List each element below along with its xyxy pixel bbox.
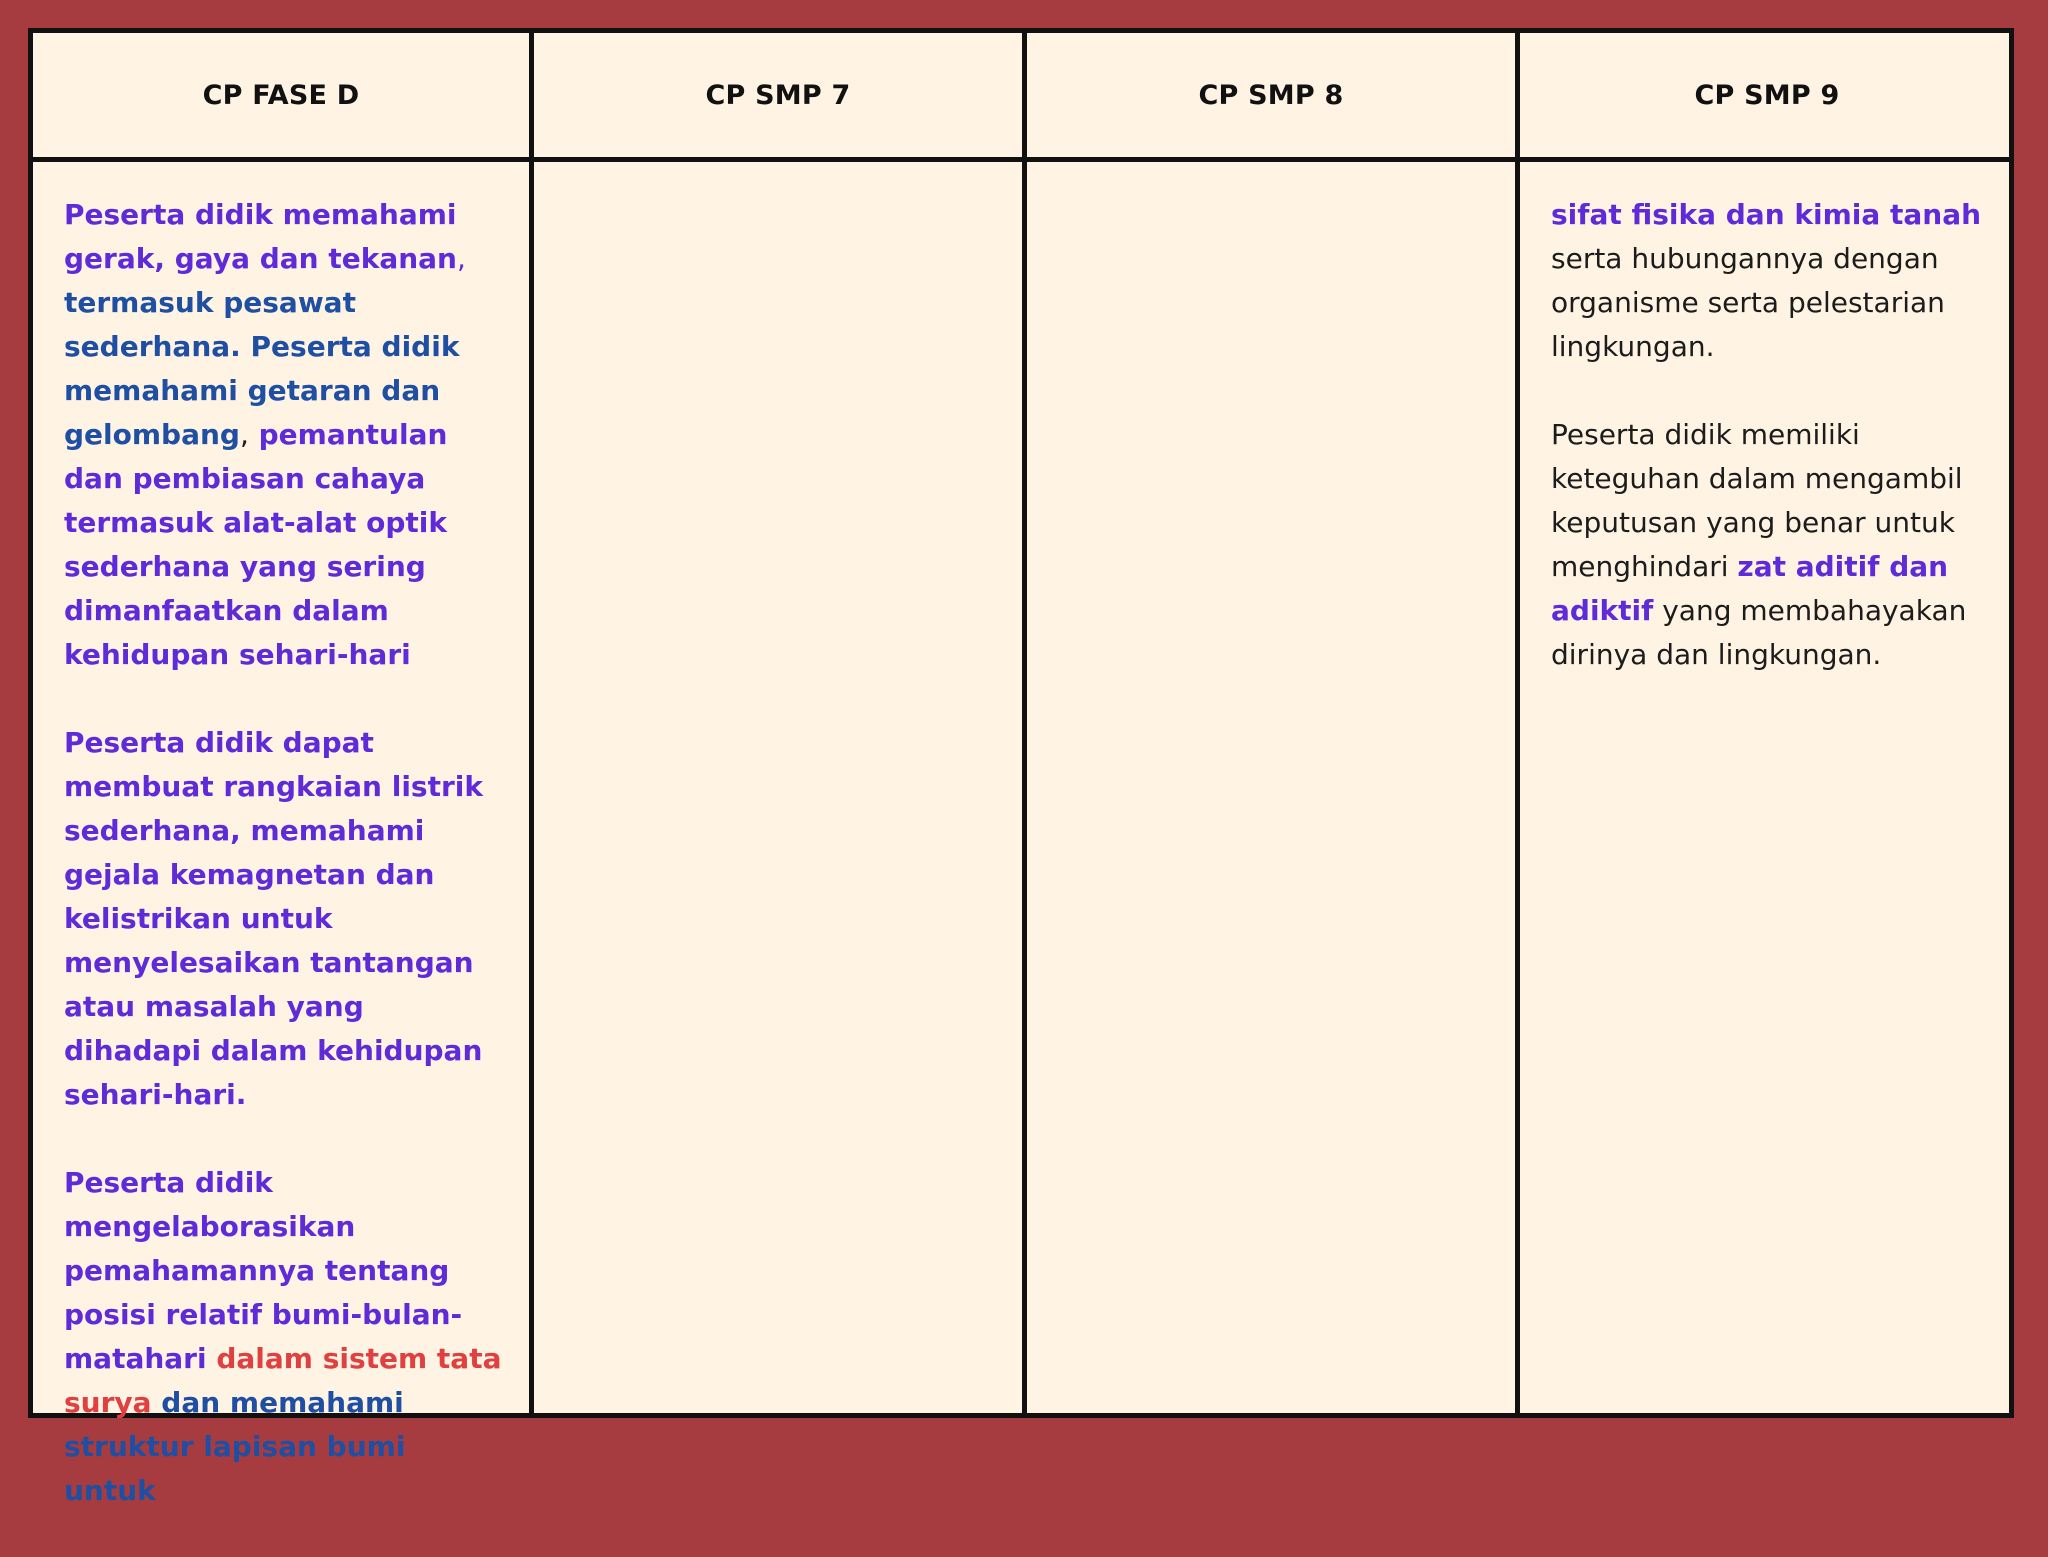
text-struktur-bumi: dan memahami struktur lapisan bumi untuk (64, 1386, 406, 1507)
column-divider-2 (1022, 33, 1027, 1413)
header-cp-smp-8: CP SMP 8 (1198, 79, 1344, 111)
text-cahaya-optik: pemantulan dan pembiasan cahaya termasuk alat-alat optik sederhana yang sering dimanfaatkan dalam kehidupan sehari-hari (64, 418, 448, 671)
header-cp-smp-9: CP SMP 9 (1694, 79, 1840, 111)
text-gerak-gaya: Peserta didik memahami gerak, gaya dan tekanan (64, 198, 457, 275)
text-getaran-gelombang: termasuk pesawat sederhana. Peserta didik memahami getaran dan gelombang (64, 286, 460, 451)
text-zat-aditif: zat aditif dan adiktif (1551, 550, 1949, 627)
text-membahayakan: yang membahayakan dirinya dan lingkungan. (1551, 594, 1967, 671)
column-divider-3 (1515, 33, 1520, 1413)
text-comma: , (456, 242, 466, 275)
cp-table (28, 28, 2014, 1507)
text-comma: , (239, 418, 249, 451)
text-keteguhan: Peserta didik memiliki keteguhan dalam mengambil keputusan yang benar untuk menghindari (1551, 418, 1963, 583)
fase-d-paragraph-2: Peserta didik dapat membuat rangkaian listrik sederhana, memahami gejala kemagnetan dan kelistrikan untuk menyelesaikan tantangan atau masalah yang dihadapi dalam kehidupan sehari-hari. (64, 726, 483, 1111)
header-cp-fase-d: CP FASE D (202, 79, 360, 111)
text-posisi-relatif: Peserta didik mengelaborasikan pemahamannya tentang posisi relatif bumi-bulan-matahari (64, 1166, 463, 1375)
fase-d-paragraph-3 (64, 1161, 504, 1513)
text-hubungan-organisme: serta hubungannya dengan organisme serta pelestarian lingkungan. (1551, 242, 1945, 363)
text-sistem-tata-surya: dalam sistem tata surya (64, 1342, 502, 1419)
column-divider-1 (529, 33, 534, 1413)
header-divider (33, 157, 2009, 162)
header-cp-smp-7: CP SMP 7 (705, 79, 851, 111)
smp9-paragraph-1 (1551, 193, 1991, 369)
fase-d-paragraph-1 (64, 193, 504, 677)
cell-cp-fase-d (64, 193, 504, 1557)
cell-cp-smp-9 (1551, 193, 1991, 721)
smp9-paragraph-2 (1551, 413, 1991, 677)
text-sifat-tanah: sifat fisika dan kimia tanah (1551, 198, 1982, 231)
